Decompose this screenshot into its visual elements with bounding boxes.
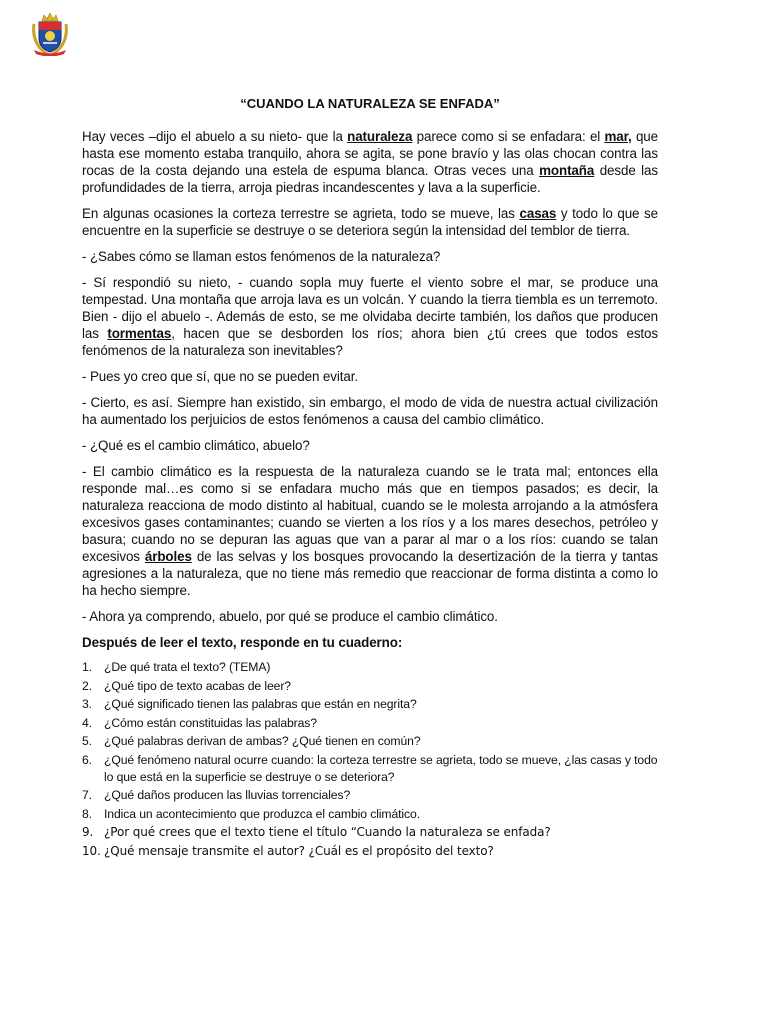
question-item: [82, 678, 658, 695]
paragraph-text: de las selvas y los bosques provocando la desertización de la tierra y tantas agresiones a la naturaleza, que no tiene más remedio que reaccionar de forma distinta a como lo ha hecho siempre.: [82, 549, 658, 598]
story-paragraph: [82, 128, 658, 196]
question-number: 7.: [82, 788, 92, 802]
question-item: [82, 659, 658, 676]
questions-list: [82, 659, 658, 860]
question-text: ¿Qué tipo de texto acabas de leer?: [104, 678, 291, 693]
school-crest-icon: [28, 10, 72, 56]
paragraph-text: - ¿Sabes cómo se llaman estos fenómenos de la naturaleza?: [82, 249, 441, 264]
paragraph-text: y todo lo que se encuentre en la superficie se destruye o se deteriora según la intensidad del temblor de tierra.: [82, 206, 658, 238]
question-number: 2.: [82, 678, 92, 693]
question-item: [82, 806, 658, 823]
paragraph-text: que hasta ese momento estaba tranquilo, ahora se agita, se pone bravío y las olas chocan contra las rocas de la costa dejando una estela de espuma blanca. Otras veces una: [82, 129, 658, 178]
keyword: mar,: [604, 129, 632, 144]
question-item: [82, 787, 658, 804]
story-paragraph: [82, 274, 658, 359]
question-item: [82, 824, 658, 841]
story-paragraph: [82, 394, 658, 428]
story-paragraph: [82, 608, 658, 625]
question-text: Indica un acontecimiento que produzca el cambio climático.: [104, 806, 420, 821]
question-item: [82, 752, 658, 786]
question-number: 8.: [82, 806, 92, 821]
story-text: [82, 128, 658, 625]
keyword: tormentas: [107, 326, 172, 341]
question-text: ¿Cómo están constituidas las palabras?: [104, 715, 317, 730]
question-item: [82, 733, 658, 750]
story-paragraph: [82, 248, 658, 265]
document-title: “CUANDO LA NATURALEZA SE ENFADA”: [240, 96, 500, 111]
question-number: 6.: [82, 752, 92, 767]
question-text: ¿Qué significado tienen las palabras que están en negrita?: [104, 697, 417, 711]
question-number: 5.: [82, 734, 92, 748]
question-text: ¿Qué mensaje transmite el autor? ¿Cuál es el propósito del texto?: [104, 843, 494, 858]
paragraph-text: - Pues yo creo que sí, que no se pueden evitar.: [82, 369, 358, 384]
paragraph-text: En algunas ocasiones la corteza terrestre se agrieta, todo se mueve, las: [82, 206, 520, 221]
question-text: ¿Qué daños producen las lluvias torrenciales?: [104, 788, 351, 802]
question-number: 9.: [82, 825, 94, 839]
paragraph-text: , hacen que se desborden los ríos; ahora bien ¿tú crees que todos estos fenómenos de la naturaleza son inevitables?: [82, 326, 658, 358]
story-paragraph: [82, 368, 658, 385]
question-text: ¿Qué fenómeno natural ocurre cuando: la corteza terrestre se agrieta, todo se mueve, ¿las casas y todo lo que está en la superficie se destruye o se deteriora?: [104, 752, 658, 784]
paragraph-text: desde las profundidades de la tierra, arroja piedras incandescentes y lava a la superficie.: [82, 163, 658, 195]
paragraph-text: parece como si se enfadara: el: [412, 129, 605, 144]
keyword: árboles: [144, 549, 192, 564]
paragraph-text: Hay veces –dijo el abuelo a su nieto- que la: [82, 129, 348, 144]
question-number: 4.: [82, 715, 92, 730]
question-item: [82, 715, 658, 732]
question-text: ¿Qué palabras derivan de ambas? ¿Qué tienen en común?: [104, 734, 421, 748]
question-item: [82, 696, 658, 713]
instruction-heading: Después de leer el texto, responde en tu cuaderno:: [82, 635, 403, 650]
question-text: ¿De qué trata el texto? (TEMA): [104, 660, 271, 674]
question-number: 1.: [82, 660, 92, 674]
keyword: montaña: [539, 163, 595, 178]
paragraph-text: - ¿Qué es el cambio climático, abuelo?: [82, 438, 310, 453]
story-paragraph: [82, 437, 658, 454]
keyword: naturaleza: [347, 129, 413, 144]
paragraph-text: - Ahora ya comprendo, abuelo, por qué se produce el cambio climático.: [82, 609, 498, 624]
keyword: casas: [519, 206, 557, 221]
question-number: 10.: [82, 843, 101, 858]
question-text: ¿Por qué crees que el texto tiene el título “Cuando la naturaleza se enfada?: [104, 825, 551, 839]
paragraph-text: - El cambio climático es la respuesta de la naturaleza cuando se le trata mal; entonces ella responde mal…es como si se enfadara mucho más que en tiempos pasados; es decir, la naturaleza reacciona de modo distinto al habitual, cuando se le molesta arrojando a la atmósfera excesivos gases contaminantes; cuando se vierten a los ríos y a los mares desechos, petróleo y basura; cuando no se depuran las aguas que van a parar al mar o a los ríos: cuando se talan excesivos: [82, 464, 658, 564]
story-paragraph: [82, 463, 658, 599]
paragraph-text: - Cierto, es así. Siempre han existido, sin embargo, el modo de vida de nuestra actual civilización ha aumentado los perjuicios de estos fenómenos a causa del cambio climático.: [82, 395, 658, 427]
document-body: [82, 128, 658, 861]
question-number: 3.: [82, 697, 92, 711]
paragraph-text: - Sí respondió su nieto, - cuando sopla muy fuerte el viento sobre el mar, se produce una tempestad. Una montaña que arroja lava es un volcán. Y cuando la tierra tiembla es un terremoto. Bien - dijo el abuelo -. Además de esto, se me olvidaba decirte también, los daños que producen las: [82, 275, 658, 341]
question-item: [82, 843, 658, 860]
story-paragraph: [82, 205, 658, 239]
